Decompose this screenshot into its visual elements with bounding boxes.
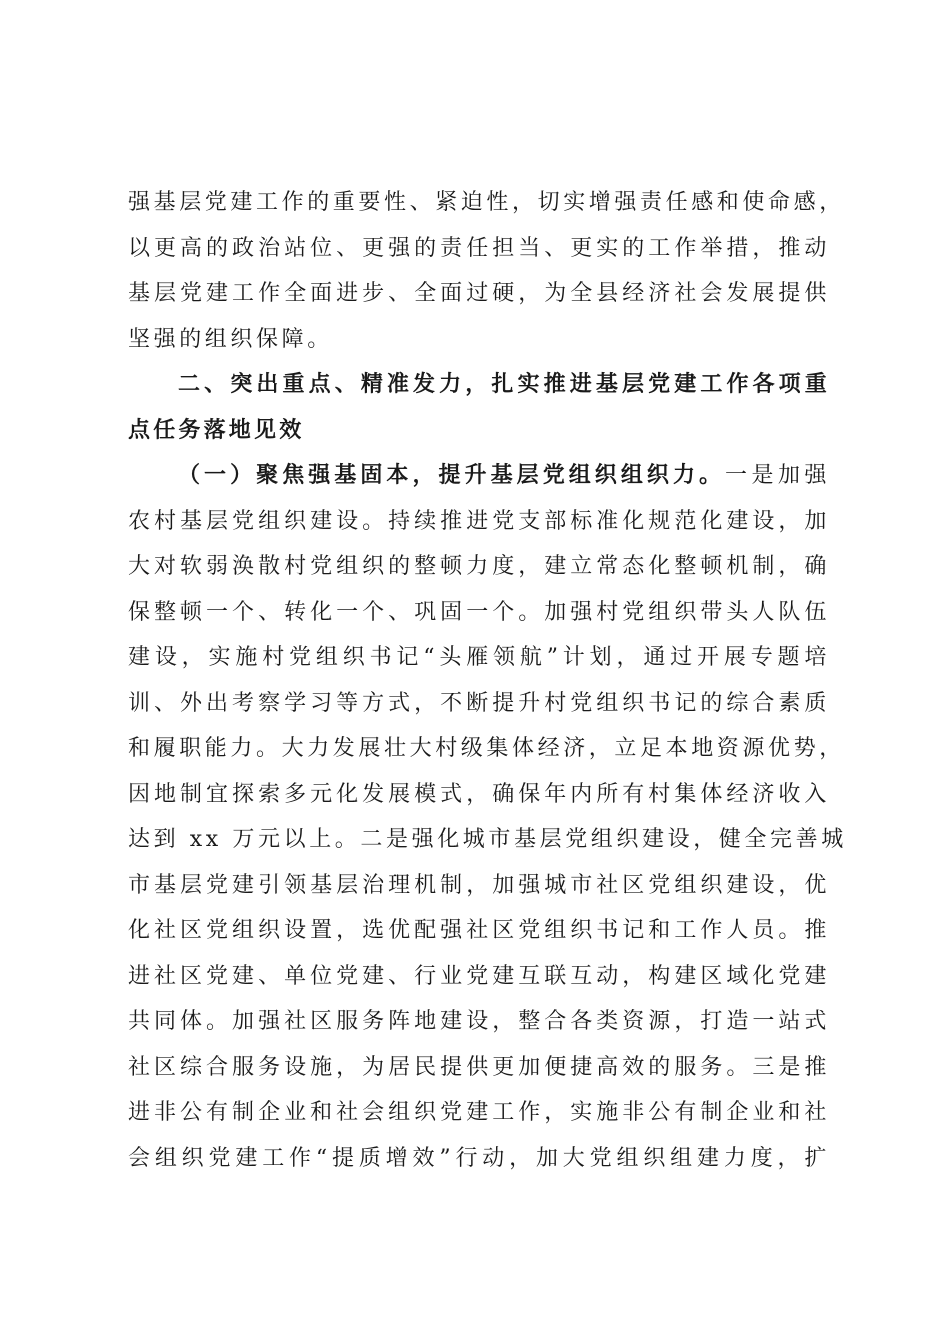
text-line: 建设，实施村党组织书记“头雁领航”计划，通过开展专题培 bbox=[128, 645, 830, 670]
paragraph-continuation bbox=[128, 180, 845, 362]
text-line: 化社区党组织设置，选优配强社区党组织书记和工作人员。推 bbox=[128, 918, 830, 943]
text-line: 会组织党建工作“提质增效”行动，加大党组织组建力度，扩 bbox=[128, 1145, 830, 1171]
text-line: 进社区党建、单位党建、行业党建互联互动，构建区域化党建 bbox=[128, 963, 830, 989]
text-line: 进非公有制企业和社会组织党建工作，实施非公有制企业和社 bbox=[128, 1100, 830, 1125]
text-line: 达到 xx 万元以上。二是强化城市基层党组织建设，健全完善城 bbox=[128, 827, 847, 852]
text-line: 社区综合服务设施，为居民提供更加便捷高效的服务。三是推 bbox=[128, 1054, 830, 1080]
text-line: 基层党建工作全面进步、全面过硬，为全县经济社会发展提供 bbox=[128, 281, 830, 306]
paragraph-subsection-1 bbox=[128, 453, 847, 1181]
heading-line: 二、突出重点、精准发力，扎实推进基层党建工作各项重 bbox=[178, 372, 830, 397]
text-line-with-lead bbox=[128, 453, 830, 499]
section-heading bbox=[128, 362, 830, 453]
text-line: 坚强的组织保障。 bbox=[128, 326, 333, 352]
text-line: 共同体。加强社区服务阵地建设，整合各类资源，打造一站式 bbox=[128, 1009, 830, 1034]
text-line: 强基层党建工作的重要性、紧迫性，切实增强责任感和使命感， bbox=[128, 190, 845, 215]
text-line: 农村基层党组织建设。持续推进党支部标准化规范化建设，加 bbox=[128, 508, 830, 534]
text-line: 市基层党建引领基层治理机制，加强城市社区党组织建设，优 bbox=[128, 872, 830, 898]
text-line: 因地制宜探索多元化发展模式，确保年内所有村集体经济收入 bbox=[128, 781, 830, 807]
text-line: 和履职能力。大力发展壮大村级集体经济，立足本地资源优势， bbox=[128, 736, 845, 761]
document-body bbox=[128, 180, 847, 1181]
text-line: 保整顿一个、转化一个、巩固一个。加强村党组织带头人队伍 bbox=[128, 599, 830, 625]
text-line: 大对软弱涣散村党组织的整顿力度，建立常态化整顿机制，确 bbox=[128, 554, 830, 579]
text-fragment: 一是加强 bbox=[725, 463, 830, 488]
subsection-lead: （一）聚焦强基固本，提升基层党组织组织力。 bbox=[178, 463, 726, 488]
text-line: 以更高的政治站位、更强的责任担当、更实的工作举措，推动 bbox=[128, 235, 830, 261]
heading-line: 点任务落地见效 bbox=[128, 417, 305, 443]
text-line: 训、外出考察学习等方式，不断提升村党组织书记的综合素质 bbox=[128, 690, 830, 716]
